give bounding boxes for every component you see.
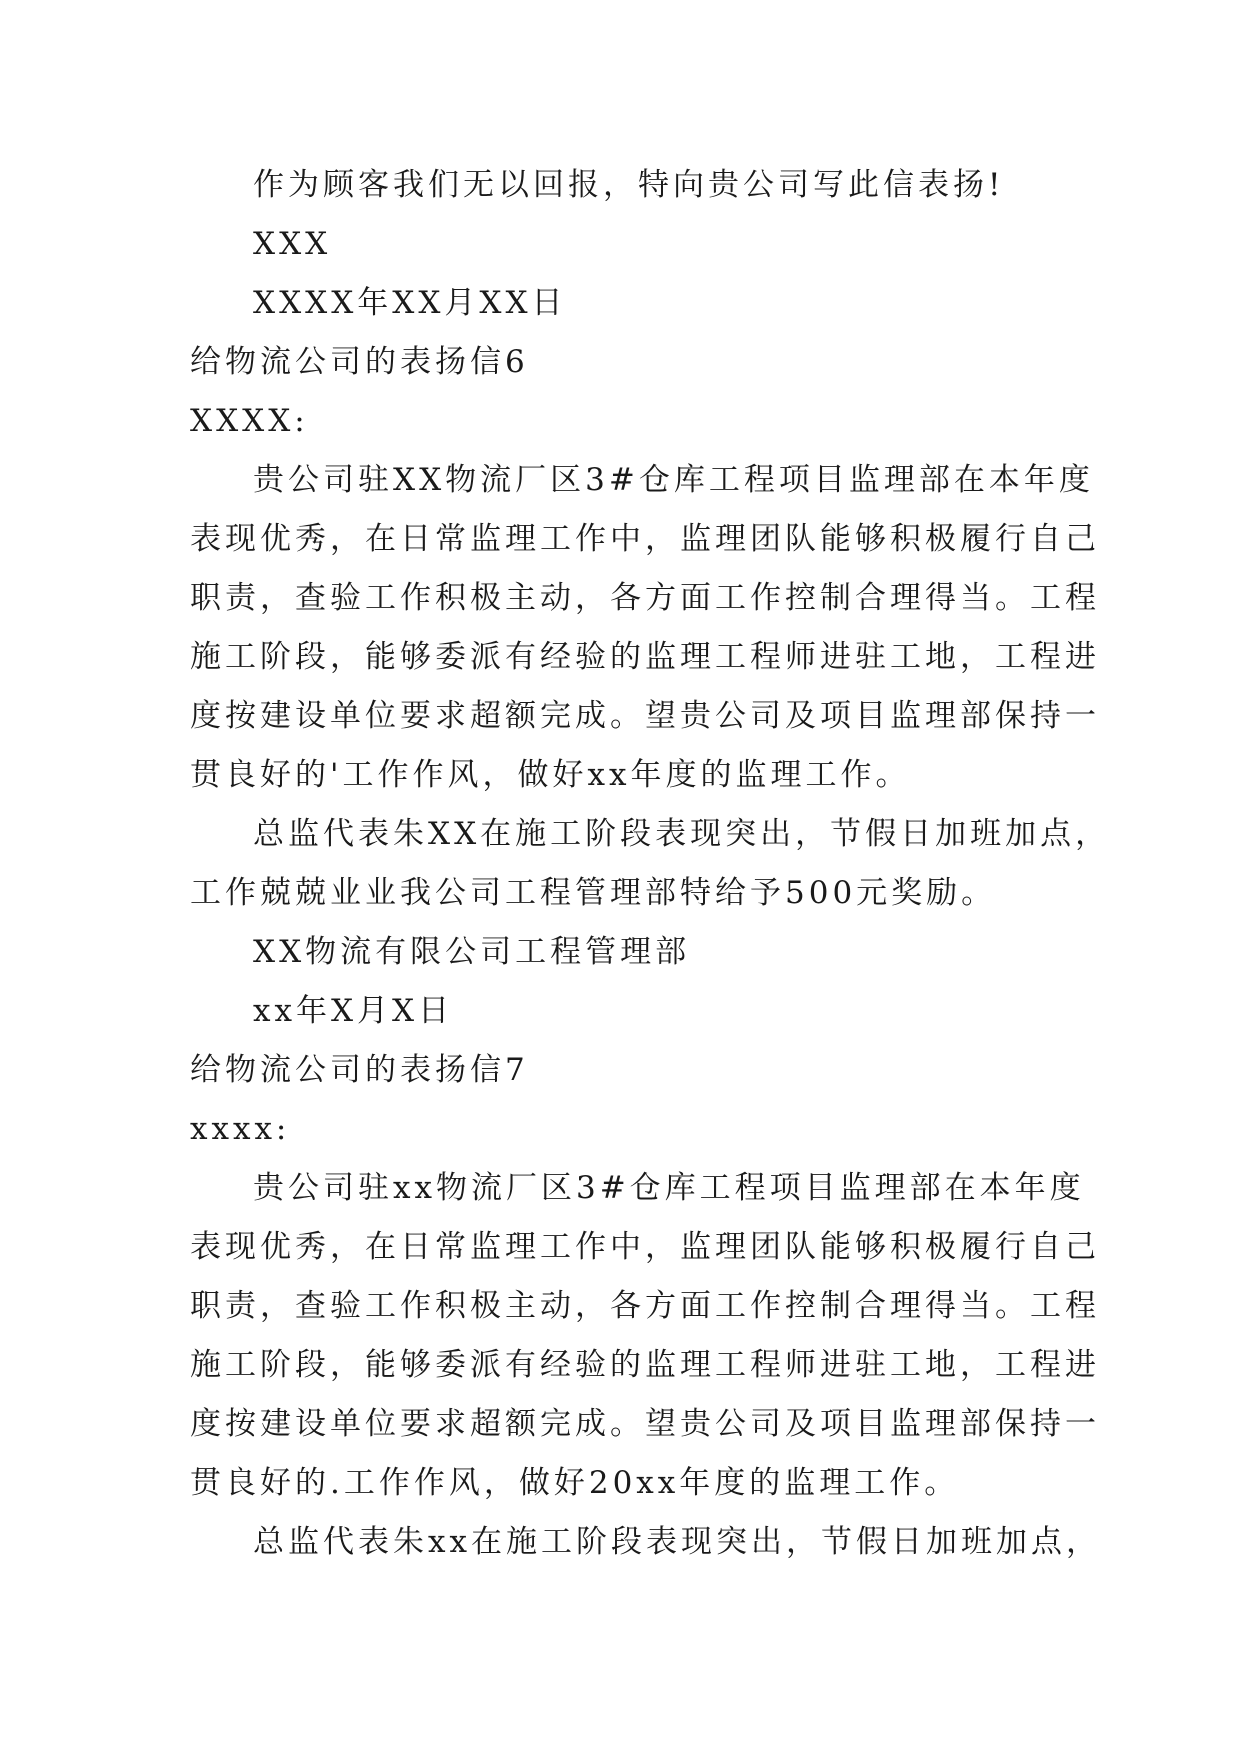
letter7-salutation: xxxx: bbox=[190, 1111, 291, 1147]
letter7-title: 给物流公司的表扬信7 bbox=[190, 1052, 529, 1088]
letter6-salutation: XXXX: bbox=[190, 403, 309, 439]
letter7-para1-line: 度按建设单位要求超额完成。望贵公司及项目监理部保持一 bbox=[190, 1406, 1100, 1442]
letter6-para1-line: 贵公司驻XX物流厂区3#仓库工程项目监理部在本年度 bbox=[253, 462, 1094, 498]
letter6-para1-line: 表现优秀，在日常监理工作中，监理团队能够积极履行自己 bbox=[190, 521, 1100, 557]
letter7-para1-line: 贯良好的.工作作风，做好20xx年度的监理工作。 bbox=[190, 1465, 960, 1501]
letter6-para1-line: 度按建设单位要求超额完成。望贵公司及项目监理部保持一 bbox=[190, 698, 1100, 734]
letter6-signature: XX物流有限公司工程管理部 bbox=[253, 934, 691, 970]
letter7-para2-line: 总监代表朱xx在施工阶段表现突出，节假日加班加点， bbox=[253, 1524, 1101, 1560]
letter6-para2-line: 总监代表朱XX在施工阶段表现突出，节假日加班加点， bbox=[253, 816, 1111, 852]
letter6-title: 给物流公司的表扬信6 bbox=[190, 344, 529, 380]
closing-signature: XXX bbox=[253, 226, 332, 262]
letter6-para1-line: 贯良好的'工作作风，做好xx年度的监理工作。 bbox=[190, 757, 911, 793]
letter6-date: xx年X月X日 bbox=[253, 993, 454, 1029]
closing-line: 作为顾客我们无以回报，特向贵公司写此信表扬! bbox=[253, 167, 1005, 203]
closing-date: XXXX年XX月XX日 bbox=[253, 285, 567, 321]
letter7-para1-line: 职责，查验工作积极主动，各方面工作控制合理得当。工程 bbox=[190, 1288, 1100, 1324]
letter6-para1-line: 施工阶段，能够委派有经验的监理工程师进驻工地，工程进 bbox=[190, 639, 1100, 675]
letter6-para1-line: 职责，查验工作积极主动，各方面工作控制合理得当。工程 bbox=[190, 580, 1100, 616]
letter7-para1-line: 表现优秀，在日常监理工作中，监理团队能够积极履行自己 bbox=[190, 1229, 1100, 1265]
letter7-para1-line: 贵公司驻xx物流厂区3#仓库工程项目监理部在本年度 bbox=[253, 1170, 1085, 1206]
letter7-para1-line: 施工阶段，能够委派有经验的监理工程师进驻工地，工程进 bbox=[190, 1347, 1100, 1383]
letter6-para2-line: 工作兢兢业业我公司工程管理部特给予500元奖励。 bbox=[190, 875, 997, 911]
